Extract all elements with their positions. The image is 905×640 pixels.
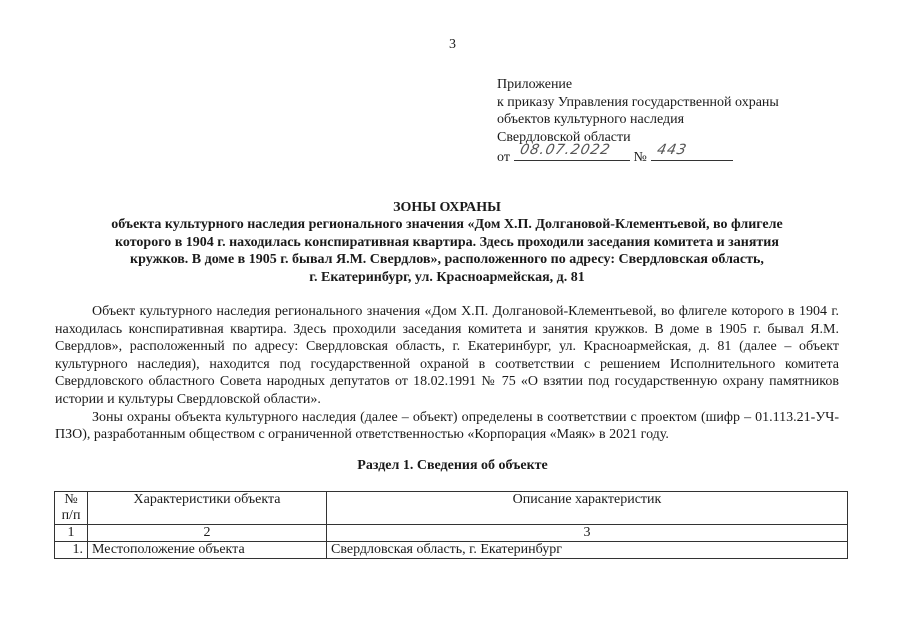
column-number: 3 <box>327 525 848 542</box>
handwritten-date: 08.07.2022 <box>518 141 612 158</box>
appendix-line: Приложение <box>497 77 573 92</box>
number-prefix: № <box>633 150 647 166</box>
row-characteristic: Местоположение объекта <box>88 542 327 559</box>
body-text <box>55 303 839 444</box>
column-number: 1 <box>55 525 88 542</box>
paragraph: Объект культурного наследия регионального значения «Дом Х.П. Долгановой-Клементьевой, во флигеле которого в 1904 г. находилась конспиративная квартира. Здесь проходили заседания комитета и занятия кружков. В доме в 1905 г. бывал Я.М. Свердлов», расположенный по адресу: Свердловская область, г. Екатеринбург, ул. Красноармейская, д. 81 (далее – объект культурного наследия), находится под государственной охраной в соответствии с решением Исполнительного комитета Свердловского областного Совета народных депутатов от 18.02.1991 № 75 «О взятии под государственную охрану памятников истории и культуры Свердловской области». <box>55 304 839 407</box>
title-line: г. Екатеринбург, ул. Красноармейская, д. 81 <box>309 269 585 285</box>
handwritten-number: 443 <box>655 141 689 158</box>
appendix-line: Свердловской области <box>497 129 631 145</box>
paragraph: Зоны охраны объекта культурного наследия (далее – объект) определены в соответствии с проектом (шифр – 01.113.21-УЧ-ПЗО), разработанным обществом с ограниченной ответственностью «Корпорация «Маяк» в 2021 году. <box>55 409 839 443</box>
column-number: 2 <box>88 525 327 542</box>
title-heading: ЗОНЫ ОХРАНЫ <box>393 200 501 215</box>
row-number: 1. <box>55 542 88 559</box>
header-characteristics: Характеристики объекта <box>88 492 327 525</box>
header-description: Описание характеристик <box>327 492 848 525</box>
header-number: № п/п <box>55 492 88 525</box>
number-field <box>651 141 733 161</box>
title-line: объекта культурного наследия регионального значения «Дом Х.П. Долгановой-Клементьевой, во флигеле <box>111 217 783 233</box>
date-prefix: от <box>497 150 510 166</box>
appendix-line: объектов культурного наследия <box>497 112 685 128</box>
appendix-header <box>497 76 857 167</box>
table-header-row <box>55 492 848 525</box>
appendix-line: к приказу Управления государственной охраны <box>497 94 779 110</box>
document-title <box>72 199 822 286</box>
title-line: которого в 1904 г. находилась конспиративная квартира. Здесь проходили заседания комитета и занятия <box>115 234 779 250</box>
title-line: кружков. В доме в 1905 г. бывал Я.М. Свердлов», расположенного по адресу: Свердловская область, <box>130 252 764 268</box>
date-field <box>514 141 630 161</box>
table-row <box>55 542 848 559</box>
table-column-numbers-row <box>55 525 848 542</box>
object-characteristics-table <box>54 491 848 559</box>
section-title: Раздел 1. Сведения об объекте <box>357 458 548 473</box>
page-number: 3 <box>449 37 456 52</box>
row-description: Свердловская область, г. Екатеринбург <box>327 542 848 559</box>
appendix-date-number-line <box>497 141 857 167</box>
